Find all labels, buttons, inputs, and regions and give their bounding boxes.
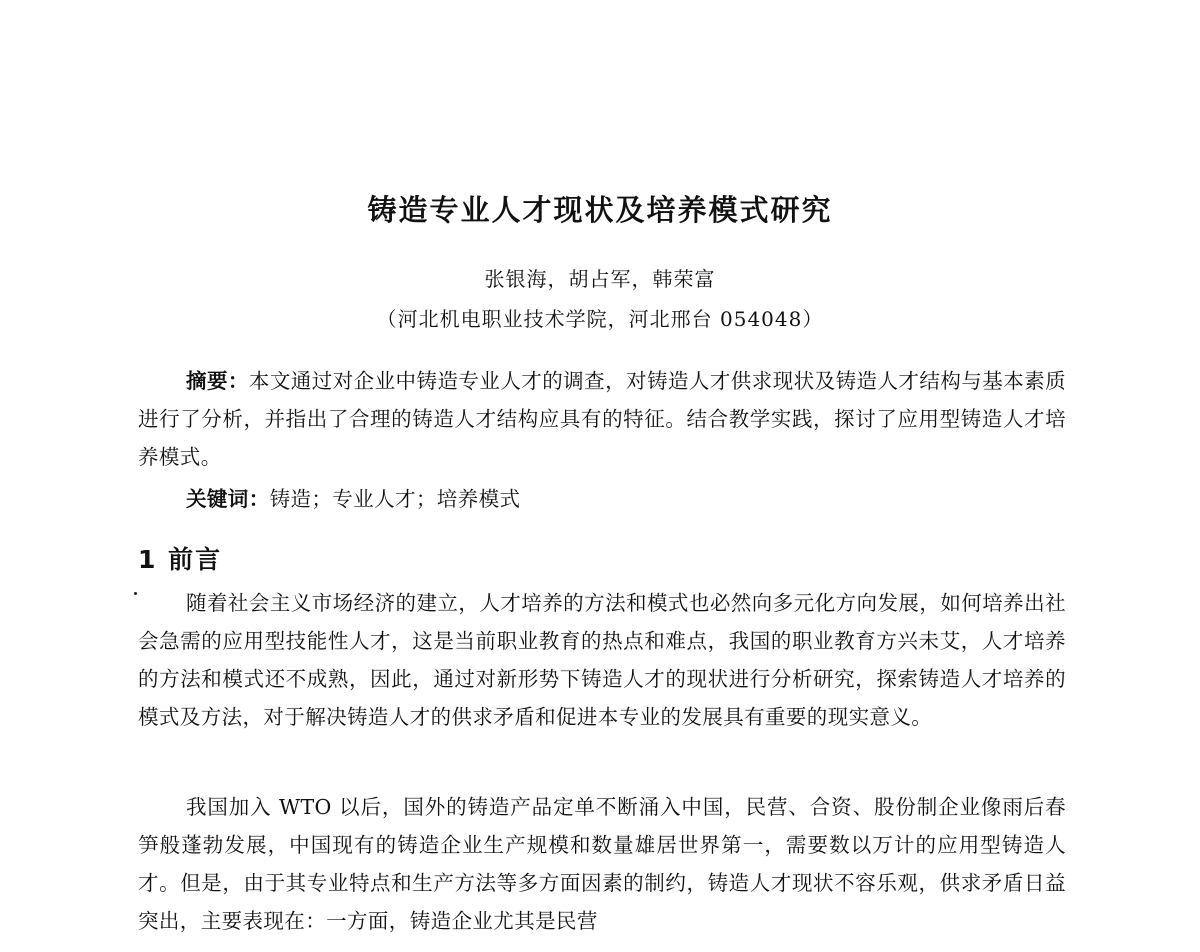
scan-speck [134,592,137,595]
author-affiliation: （河北机电职业技术学院，河北邢台 054048） [376,307,824,331]
section-heading-introduction: 1 前言 [138,545,223,574]
abstract [138,362,1066,476]
body-paragraph-1: 随着社会主义市场经济的建立，人才培养的方法和模式也必然向多元化方向发展，如何培养出社会急需的应用型技能性人才，这是当前职业教育的热点和难点，我国的职业教育方兴未艾，人才培养的方法和模式还不成熟，因此，通过对新形势下铸造人才的现状进行分析研究，探索铸造人才培养的模式及方法，对于解决铸造人才的供求矛盾和促进本专业的发展具有重要的现实意义。 [138,591,1066,729]
paper-title: 铸造专业人才现状及培养模式研究 [367,193,833,227]
author-list: 张银海，胡占军，韩荣富 [484,267,716,291]
keywords-label: 关键词： [186,487,270,511]
abstract-label: 摘要： [186,369,249,393]
keywords [186,480,520,518]
body-paragraph-2: 我国加入 WTO 以后，国外的铸造产品定单不断涌入中国，民营、合资、股份制企业像雨后春笋般蓬勃发展，中国现有的铸造企业生产规模和数量雄居世界第一，需要数以万计的应用型铸造人才。但是，由于其专业特点和生产方法等多方面因素的制约，铸造人才现状不容乐观，供求矛盾日益突出，主要表现在：一方面，铸造企业尤其是民营 [138,795,1066,933]
abstract-text: 本文通过对企业中铸造专业人才的调查，对铸造人才供求现状及铸造人才结构与基本素质进行了分析，并指出了合理的铸造人才结构应具有的特征。结合教学实践，探讨了应用型铸造人才培养模式。 [138,369,1066,469]
keywords-text: 铸造；专业人才；培养模式 [269,487,521,511]
